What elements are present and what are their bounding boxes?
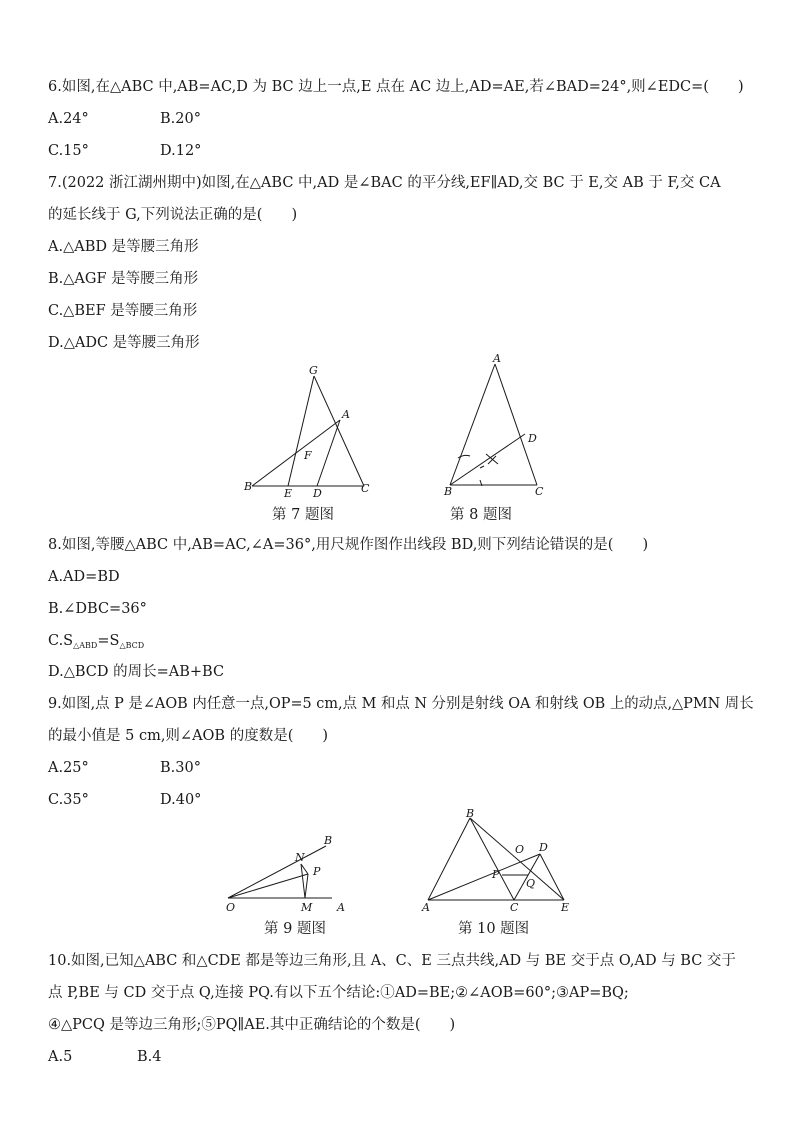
q8-option-a: A.AD=BD: [48, 569, 120, 585]
q6-option-a: A.24°: [48, 111, 89, 127]
fig10-label-p: P: [492, 868, 500, 881]
q10-option-b: B.4: [137, 1049, 162, 1065]
q10-stem-line2: 点 P,BE 与 CD 交于点 Q,连接 PQ.有以下五个结论:①AD=BE;②∠AOB=60°;③AP=BQ;: [48, 985, 629, 1001]
figure-7: [240, 360, 380, 500]
q6-option-d: D.12°: [160, 143, 202, 159]
q7-stem-line2: 的延长线于 G,下列说法正确的是( ): [48, 207, 298, 223]
q7-option-b: B.△AGF 是等腰三角形: [48, 271, 199, 287]
q7-option-d: D.△ADC 是等腰三角形: [48, 335, 200, 351]
q9-stem-line1: 9.如图,点 P 是∠AOB 内任意一点,OP=5 cm,点 M 和点 N 分别是射线 OA 和射线 OB 上的动点,△PMN 周长: [48, 696, 754, 712]
fig7-label-e: E: [284, 487, 293, 500]
fig10-label-d: D: [539, 841, 548, 854]
fig10-label-q: Q: [526, 877, 536, 890]
q9-option-b: B.30°: [160, 760, 201, 776]
q8-option-b: B.∠DBC=36°: [48, 601, 147, 617]
fig8-label-b: B: [444, 485, 453, 498]
fig8-label-a: A: [493, 352, 501, 365]
fig9-label-p: P: [313, 865, 321, 878]
q10-option-a: A.5: [48, 1049, 73, 1065]
fig9-label-b: B: [324, 834, 333, 847]
fig8-caption: 第 8 题图: [450, 507, 512, 523]
fig7-label-d: D: [313, 487, 322, 500]
fig7-label-b: B: [244, 480, 253, 493]
q6-option-c: C.15°: [48, 143, 89, 159]
q7-option-c: C.△BEF 是等腰三角形: [48, 303, 198, 319]
q10-stem-line1: 10.如图,已知△ABC 和△CDE 都是等边三角形,且 A、C、E 三点共线,AD 与 BE 交于点 O,AD 与 BC 交于: [48, 953, 736, 969]
fig7-caption: 第 7 题图: [272, 507, 334, 523]
fig10-label-c: C: [510, 901, 519, 914]
fig10-label-e: E: [561, 901, 570, 914]
q9-option-a: A.25°: [48, 760, 89, 776]
figure-9: [222, 830, 362, 920]
fig9-label-a: A: [337, 901, 345, 914]
fig7-label-a: A: [342, 408, 350, 421]
q9-option-d: D.40°: [160, 792, 202, 808]
fig7-label-f: F: [304, 449, 312, 462]
q9-stem-line2: 的最小值是 5 cm,则∠AOB 的度数是( ): [48, 728, 329, 744]
q7-option-a: A.△ABD 是等腰三角形: [48, 239, 199, 255]
fig10-caption: 第 10 题图: [458, 921, 530, 937]
q7-stem-line1: 7.(2022 浙江湖州期中)如图,在△ABC 中,AD 是∠BAC 的平分线,EF∥AD,交 BC 于 E,交 AB 于 F,交 CA: [48, 175, 721, 191]
fig10-label-b: B: [466, 807, 475, 820]
fig8-label-d: D: [528, 432, 537, 445]
fig9-label-m: M: [301, 901, 313, 914]
q8-stem: 8.如图,等腰△ABC 中,AB=AC,∠A=36°,用尺规作图作出线段 BD,则下列结论错误的是( ): [48, 537, 649, 553]
q8-option-d: D.△BCD 的周长=AB+BC: [48, 664, 225, 680]
fig7-label-g: G: [309, 364, 318, 377]
fig10-label-o: O: [515, 843, 525, 856]
fig8-label-c: C: [535, 485, 544, 498]
fig9-label-n: N: [295, 851, 305, 864]
q8-option-c: $C.S_{\triangle ABD}=S_{\triangle BCD}$: [48, 633, 145, 650]
q6-stem: 6.如图,在△ABC 中,AB=AC,D 为 BC 边上一点,E 点在 AC 边上,AD=AE,若∠BAD=24°,则∠EDC=( ): [48, 79, 744, 95]
fig7-label-c: C: [361, 482, 370, 495]
figure-10: [420, 808, 580, 918]
fig10-label-a: A: [422, 901, 430, 914]
q6-option-b: B.20°: [160, 111, 201, 127]
q10-stem-line3: ④△PCQ 是等边三角形;⑤PQ∥AE.其中正确结论的个数是( ): [48, 1017, 456, 1033]
figure-8: [440, 350, 570, 500]
fig9-caption: 第 9 题图: [264, 921, 326, 937]
q9-option-c: C.35°: [48, 792, 89, 808]
fig9-label-o: O: [226, 901, 236, 914]
